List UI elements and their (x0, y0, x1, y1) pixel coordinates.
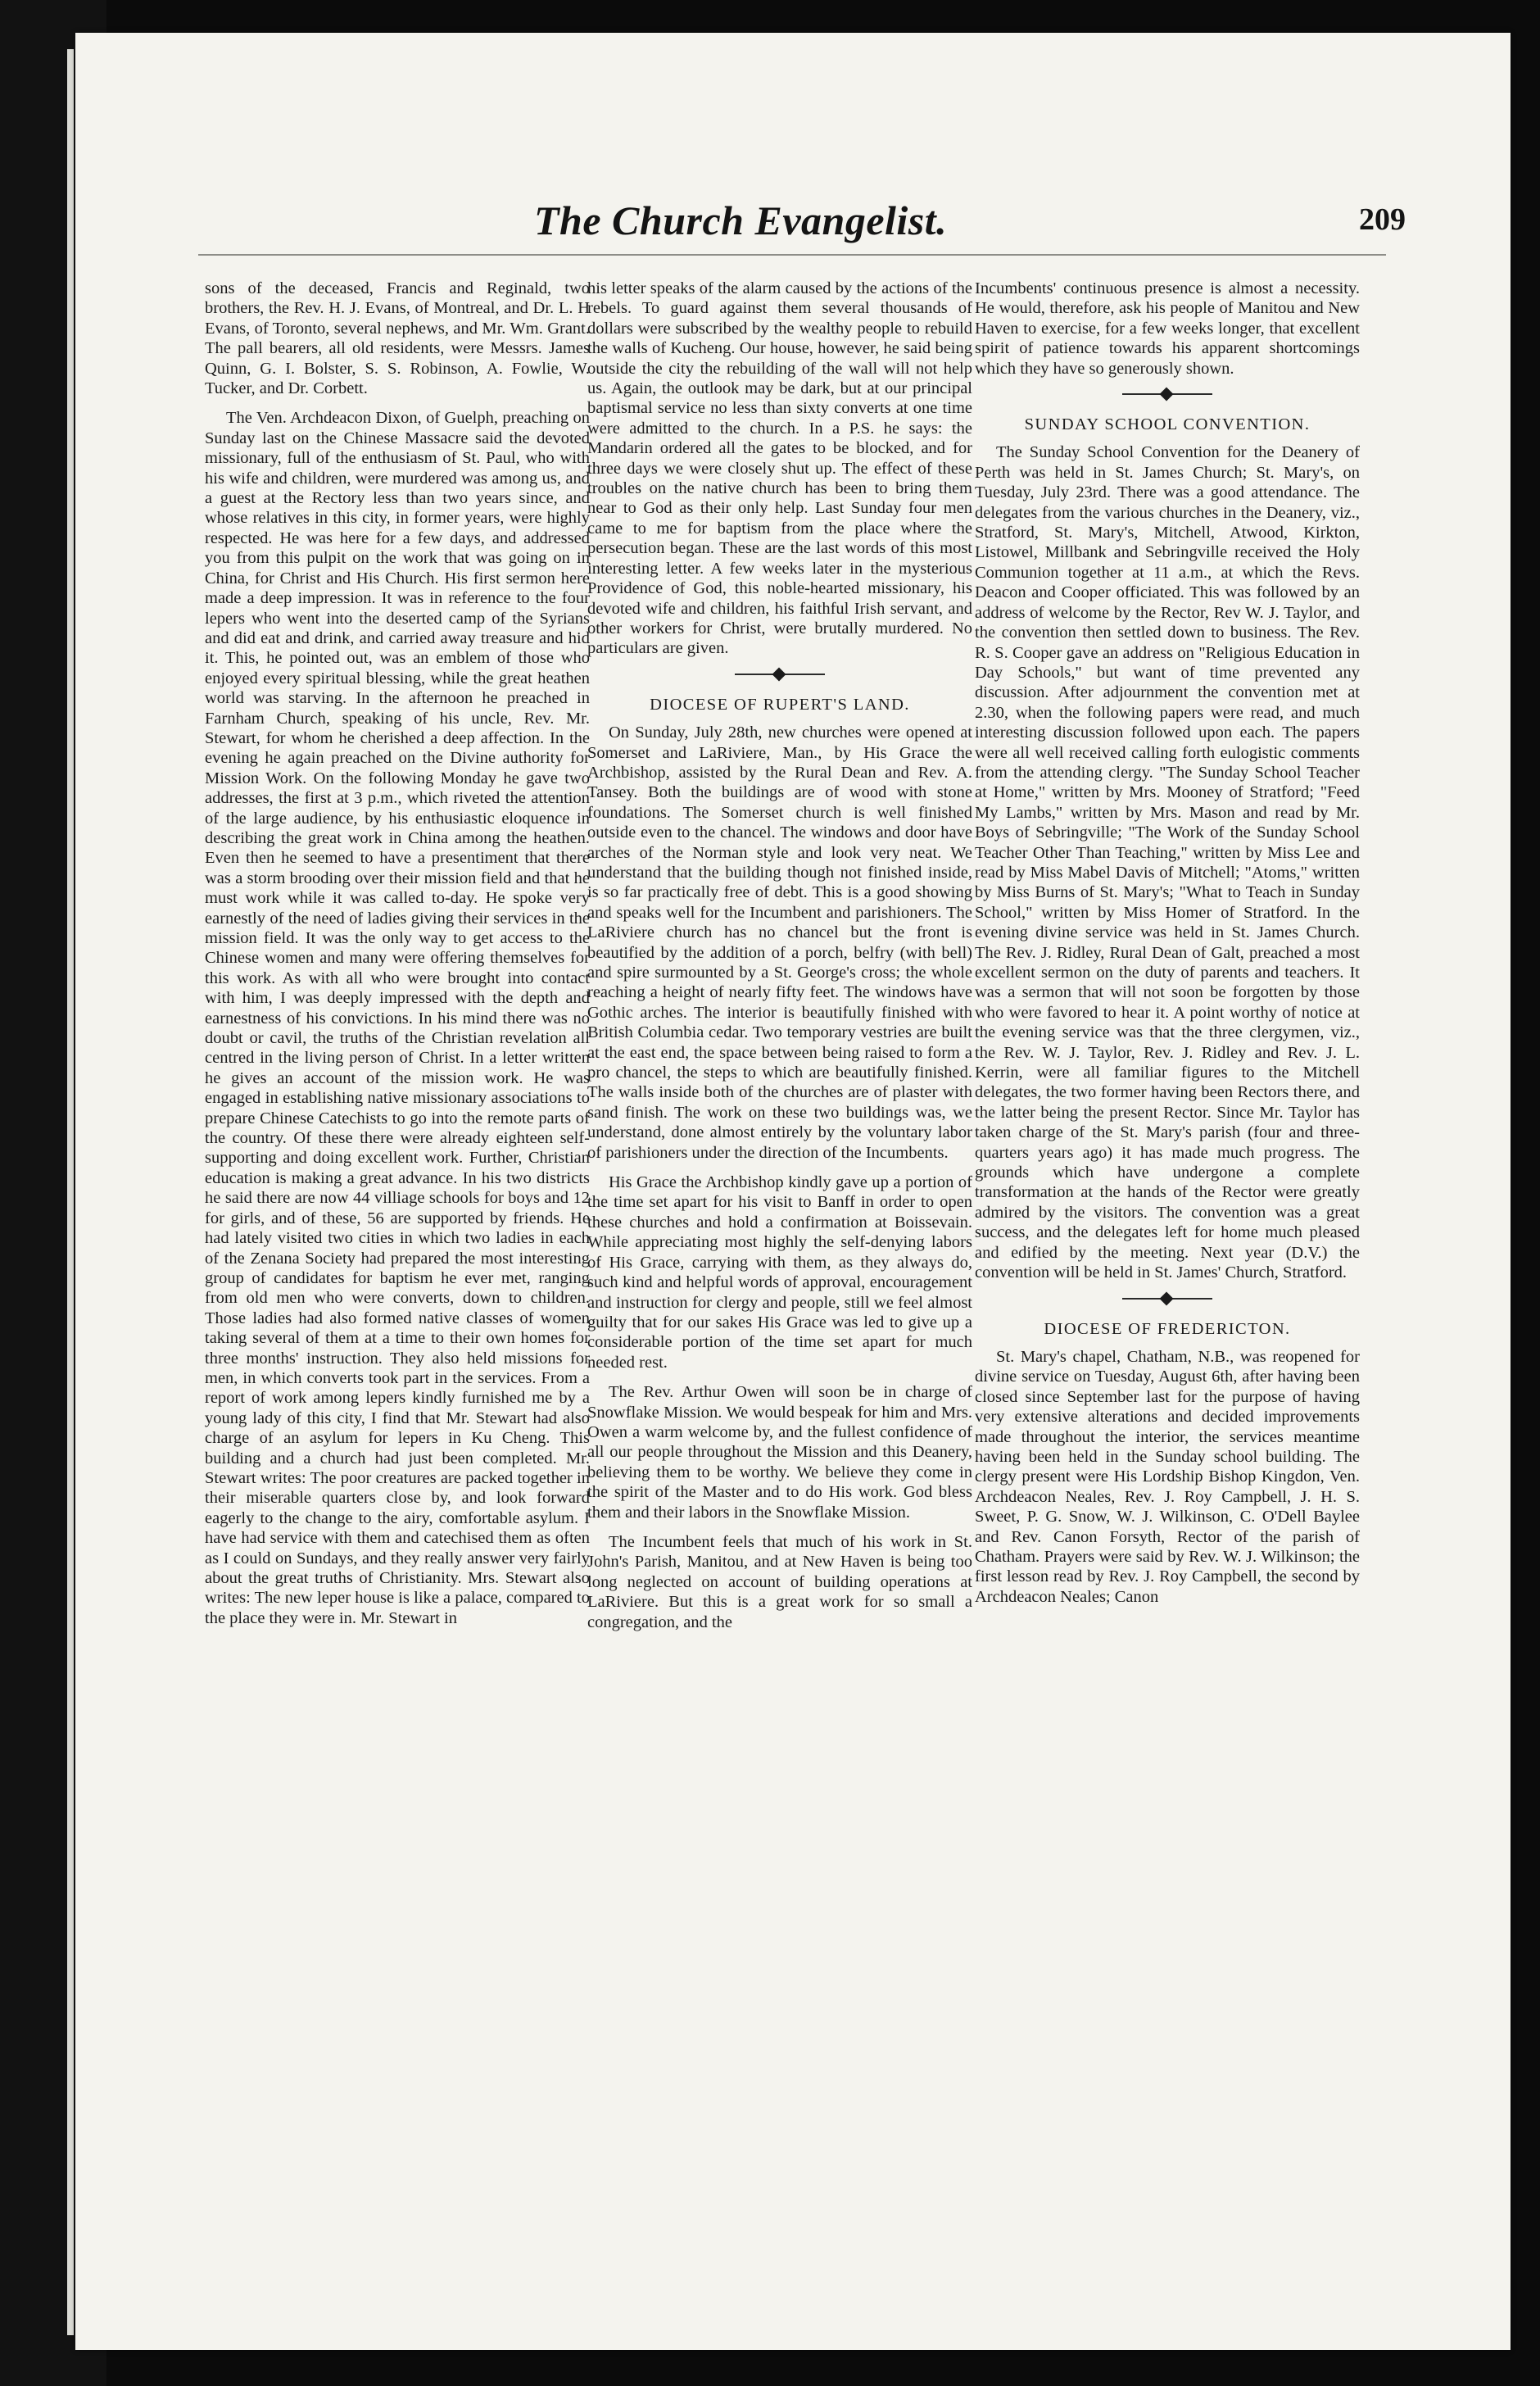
column-1 (205, 279, 590, 1638)
previous-page-edge (67, 49, 74, 2335)
page-header (75, 172, 1511, 254)
running-title: The Church Evangelist. (534, 197, 948, 243)
section-divider (1122, 1293, 1212, 1304)
article-paragraph: sons of the deceased, Francis and Reginald, two brothers, the Rev. H. J. Evans, of Montreal, and Dr. L. H Evans, of Toronto, several nephews, and Mr. Wm. Grant. The pall bearers, all old residents, were Messrs. James Quinn, G. I. Bolster, S. S. Robinson, A. Fowlie, W. Tucker, and Dr. Corbett. (205, 279, 590, 398)
article-paragraph: The Incumbent feels that much of his work in St. John's Parish, Manitou, and at New Haven is being too long neglected on account of building operations at LaRiviere. But this is a great work for so small a congregation, and the (587, 1532, 972, 1631)
article-paragraph: his letter speaks of the alarm caused by the actions of the rebels. To guard against them several thousands of dollars were subscribed by the wealthy people to rebuild the walls of Kucheng. Our house, however, he said being outside the city the rebuilding of the wall will not help us. Again, the outlook may be dark, but at our principal baptismal service no less than sixty converts at one time were admitted to the church. In a P.S. he says: the Mandarin ordered all the gates to be blocked, and for three days we were closely shut up. The effect of these troubles on the native church has been to bring them near to God as their only help. Last Sunday four men came to me for baptism from the place where the persecution began. These are the last words of this most interesting letter. A few weeks later in the mysterious Providence of God, this noble-hearted missionary, his devoted wife and children, his faithful Irish servant, and other workers for Christ, were brutally murdered. No particulars are given. (587, 279, 972, 658)
section-divider (1122, 388, 1212, 400)
column-3 (975, 279, 1360, 1617)
section-heading-sunday-school-convention: SUNDAY SCHOOL CONVENTION. (1024, 415, 1311, 434)
article-paragraph: St. Mary's chapel, Chatham, N.B., was reopened for divine service on Tuesday, August 6th, after having been closed since September last for the purpose of having very extensive alterations and decided improvements made throughout the interior, the services meantime having been held in the Sunday school building. The clergy present were His Lordship Bishop Kingdon, Ven. Archdeacon Neales, Rev. J. Roy Campbell, J. H. S. Sweet, P. G. Snow, W. J. Wilkinson, C. O'Dell Baylee and Rev. Canon Forsyth, Rector of the parish of Chatham. Prayers were said by Rev. W. J. Wilkinson; the first lesson read by Rev. J. Roy Campbell, the second by Archdeacon Neales; Canon (975, 1347, 1360, 1606)
article-paragraph: Incumbents' continuous presence is almost a necessity. He would, therefore, ask his people of Manitou and New Haven to exercise, for a few weeks longer, that excellent spirit of patience towards his apparent shortcomings which they have so generously shown. (975, 279, 1360, 378)
page-number: 209 (1359, 202, 1406, 237)
article-paragraph: The Rev. Arthur Owen will soon be in charge of Snowflake Mission. We would bespeak for him and Mrs. Owen a warm welcome by, and the fullest confidence of all our people throughout the Mission and this Deanery, believing them to be worthy. We believe they come in the spirit of the Master and to do His work. God bless them and their labors in the Snowflake Mission. (587, 1383, 972, 1522)
article-paragraph: The Ven. Archdeacon Dixon, of Guelph, preaching on Sunday last on the Chinese Massacre said the devoted missionary, full of the enthusiasm of St. Paul, who with his wife and children, were murdered was among us, and a guest at the Rectory less than two years since, and whose relatives in this city, in former years, were highly respected. He was here for a few days, and addressed you from this pulpit on the work that was going on in China, for Christ and His Church. His first sermon here made a deep impression. It was in reference to the four lepers who went into the deserted camp of the Syrians and did eat and drink, and carried away treasure and hid it. This, he pointed out, was an emblem of those who enjoyed every spiritual blessing, while the great heathen world was starving. In the afternoon he preached in Farnham Church, speaking of his uncle, Rev. Mr. Stewart, for whom he cherished a deep affection. In the evening he again preached on the Divine authority for Mission Work. On the following Monday he gave two addresses, the first at 3 p.m., which riveted the attention of the large audience, by his enthusiastic eloquence in describing the great work in China among the heathen. Even then he seemed to have a presentiment that there was a storm brooding over their mission field and that he must work while it was called to-day. He spoke very earnestly of the need of ladies giving their services in the mission field. It was the only way to get access to the Chinese women and many were offering themselves for this work. As with all who were brought into contact with him, I was deeply impressed with the depth and earnestness of his convictions. In his mind there was no doubt or cavil, the truths of the Christian revelation all centred in the living person of Christ. In a letter written he gives an account of the mission work. He was engaged in establishing native missionary associations to prepare Chinese Catechists to go into the remote parts of the country. Of these there were already eighteen self-supporting and doing excellent work. Further, Christian education is making a great advance. In his two districts he said there are now 44 villiage schools for boys and 12 for girls, and of these, 56 are supported by friends. He had lately visited two cities in which two ladies in each of the Zenana Society had prepared the most interesting group of candidates for baptism he ever met, ranging from old men who were converts, down to children. Those ladies had also formed native classes of women taking several of them at a time to their own homes for three months' instruction. They also held missions for men, in which converts took part in the services. From a report of work among lepers kindly furnished me by a young lady of this city, I find that Mr. Stewart had also charge of an asylum for lepers in Ku Cheng. This building and a church had just been completed. Mr. Stewart writes: The poor creatures are packed together in their miserable quarters close by, and look forward eagerly to the change to the airy, comfortable asylum. I have had service with them and catechised them as often as I could on Sundays, and they really answer very fairly about the great truths of Christianity. Mrs. Stewart also writes: The new leper house is like a palace, compared to the place they were in. Mr. Stewart in (205, 409, 590, 1627)
article-paragraph: On Sunday, July 28th, new churches were opened at Somerset and LaRiviere, Man., by His Grace the Archbishop, assisted by the Rural Dean and Rev. A. Tansey. Both the buildings are of wood with stone foundations. The Somerset church is well finished outside even to the chancel. The windows and door have arches of the Norman style and look very neat. We understand that the building though not finished inside, is so far practically free of debt. This is a good showing and speaks well for the Incumbent and parishioners. The LaRiviere church has no chancel but the front is beautified by the addition of a porch, belfry (with bell) and spire surmounted by a St. George's cross; the whole reaching a height of nearly fifty feet. The windows have Gothic arches. The interior is beautifully finished with British Columbia cedar. Two temporary vestries are built at the east end, the space between being raised to form a pro chancel, the steps to which are beautifully finished. The walls inside both of the churches are of plaster with sand finish. The work on these two buildings was, we understand, done almost entirely by the voluntary labor of parishioners under the direction of the Incumbents. (587, 724, 972, 1162)
section-divider (735, 669, 825, 680)
article-paragraph: The Sunday School Convention for the Deanery of Perth was held in St. James Church; St. Mary's, on Tuesday, July 23rd. There was a good attendance. The delegates from the various churches in the Deanery, viz., Stratford, St. Mary's, Mitchell, Atwood, Kirkton, Listowel, Millbank and Sebringville received the Holy Communion together at 11 a.m., at which the Revs. Deacon and Cooper officiated. This was followed by an address of welcome by the Rector, Rev W. J. Taylor, and the convention then settled down to business. The Rev. R. S. Cooper gave an address on "Religious Education in Day Schools," but want of time prevented any discussion. After adjournment the convention met at 2.30, when the following papers were read, and much interesting discussion followed upon each. The papers were all well received calling forth eulogistic comments from the attending clergy. "The Sunday School Teacher at Home," written by Mrs. Mooney of Stratford; "Feed My Lambs," written by Mrs. Mason and read by Mr. Boys of Sebringville; "The Work of the Sunday School Teacher Other Than Teaching," written by Miss Lee and read by Miss Mabel Davis of Mitchell; "Atoms," written by Miss Burns of St. Mary's; "What to Teach in Sunday School," written by Miss Homer of Stratford. In the evening divine service was held in St. James Church. The Rev. J. Ridley, Rural Dean of Galt, preached a most excellent sermon on the duty of parents and teachers. It was a sermon that will not soon be forgotten by those who were favored to hear it. A point worthy of notice at the evening service was that the three clergymen, viz., the Rev. W. J. Taylor, Rev. J. Ridley and Rev. J. L. Kerrin, were all familiar figures to the Mitchell delegates, the two former having been Rectors there, and the latter being the present Rector. Since Mr. Taylor has taken charge of the St. Mary's parish (four and three-quarters years ago) it has made much progress. The grounds which have undergone a complete transformation at the hands of the Rector were greatly admired by the visitors. The convention was a great success, and the delegates left for home much pleased and edified by the meeting. Next year (D.V.) the convention will be held in St. James' Church, Stratford. (975, 443, 1360, 1282)
header-rule (198, 254, 1386, 256)
newspaper-page (75, 33, 1511, 2350)
column-2 (587, 279, 972, 1642)
section-heading-ruperts-land: DIOCESE OF RUPERT'S LAND. (650, 695, 910, 714)
article-paragraph: His Grace the Archbishop kindly gave up a portion of the time set apart for his visit to Banff in order to open these churches and hold a confirmation at Boissevain. While appreciating most highly the self-denying labors of His Grace, carrying with them, as they always do, such kind and helpful words of approval, encouragement and instruction for clergy and people, still we feel almost guilty that for our sakes His Grace was led to give up a considerable portion of the time set apart for much needed rest. (587, 1173, 972, 1372)
section-heading-fredericton: DIOCESE OF FREDERICTON. (1044, 1319, 1291, 1338)
